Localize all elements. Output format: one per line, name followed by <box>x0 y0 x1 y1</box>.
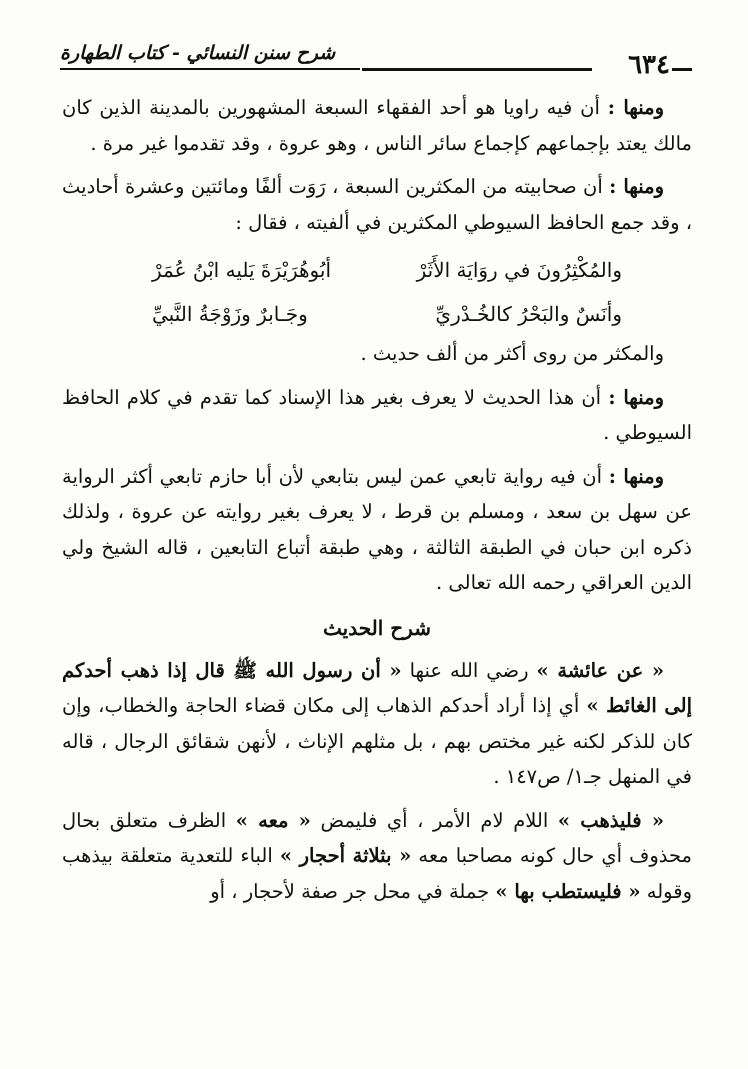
paragraph-text: جملة في محل جر صفة لأحجار ، أو <box>210 879 490 903</box>
poem-verse <box>62 292 692 336</box>
paragraph-text: رضي الله عنها <box>409 658 529 682</box>
paragraph-text: أي إذا أراد أحدكم الذهاب إلى مكان قضاء الحاجة والخطاب، وإن كان للذكر لكنه غير مختص بهم ، بل مثلهم الإناث ، لأنهن شقائق الرجال ، قاله في المنهل جـ١/ ص١٤٧ . <box>62 694 692 788</box>
paragraph <box>62 653 692 795</box>
paragraph <box>62 90 692 161</box>
header-rule <box>672 68 692 71</box>
header-rule <box>60 68 360 70</box>
poem-verse <box>62 248 692 292</box>
paragraph <box>62 380 692 451</box>
page-header <box>60 40 692 80</box>
paragraph-text: أن هذا الحديث لا يعرف بغير هذا الإسناد كما تقدم في كلام الحافظ السيوطي . <box>62 385 692 444</box>
page-body <box>62 90 692 917</box>
paragraph-text: أن صحابيته من المكثرين السبعة ، رَوَت ألفًا ومائتين وعشرة أحاديث ، وقد جمع الحافظ السيوطي المكثرين في ألفيته ، فقال : <box>62 175 692 234</box>
paragraph-text: الظرف متعلق بحال محذوف أي حال كونه مصاحبا معه <box>62 808 693 867</box>
paragraph-text: الباء للتعدية متعلقة بيذهب وقوله <box>62 844 692 903</box>
section-heading: شرح الحديث <box>323 615 431 640</box>
hadith-quote: « فليستطب بها » <box>495 879 641 903</box>
hadith-quote: « عن عائشة » <box>536 658 665 682</box>
hadith-quote: « فليذهب » <box>557 808 665 832</box>
paragraph-text: اللام لام الأمر ، أي فليمض <box>320 808 549 832</box>
paragraph <box>62 803 692 910</box>
page-number: ٦٣٤ <box>628 50 670 80</box>
paragraph <box>62 459 692 601</box>
hadith-quote: « بثلاثة أحجار » <box>279 844 412 867</box>
paragraph-lead: ومنها : <box>609 175 664 198</box>
verse-first-hemistich: وأنَسٌ والبَحْرُ كالخُـدْريِّ <box>435 302 622 326</box>
paragraph-text: أن فيه رواية تابعي عمن ليس بتابعي لأن أبا حازم تابعي أكثر الرواية عن سهل بن سعد ، ومسلم بن قرط ، لا يعرف بغير روايته عن عروة ، ولذلك ذكره ابن حبان في الطبقة الثالثة ، وهي طبقة أتباع التابعين ، قاله الشيخ ولي الدين العراقي رحمه الله تعالى . <box>62 464 692 594</box>
paragraph-lead: ومنها : <box>608 385 664 409</box>
paragraph-lead: ومنها : <box>608 464 665 488</box>
paragraph <box>62 336 692 372</box>
paragraph <box>62 169 692 240</box>
hadith-quote: « معه » <box>235 808 311 832</box>
verse-first-hemistich: والمُكْثِرُونَ في روَايَة الأَثَرْ <box>416 258 622 282</box>
paragraph-text: والمكثر من روى أكثر من ألف حديث . <box>360 342 664 365</box>
paragraph-text: أن فيه راويا هو أحد الفقهاء السبعة المشهورين بالمدينة الذين كان مالك يعتد بإجماعهم كإجماع سائر الناس ، وهو عروة ، وقد تقدموا غير مرة . <box>62 96 692 155</box>
paragraph-lead: ومنها : <box>607 96 664 119</box>
verse-second-hemistich: وجَـابرٌ وزَوْجَةُ النَّبيِّ <box>152 302 308 326</box>
verse-second-hemistich: أبُوهُرَيْرَةَ يَليه ابْنُ عُمَرْ <box>152 258 332 282</box>
header-rule <box>362 68 592 71</box>
hadith-quote: « أن رسول الله ﷺ قال إذا ذهب أحدكم إلى الغائط » <box>62 658 692 717</box>
running-title: شرح سنن النسائي - كتاب الطهارة <box>60 42 336 64</box>
